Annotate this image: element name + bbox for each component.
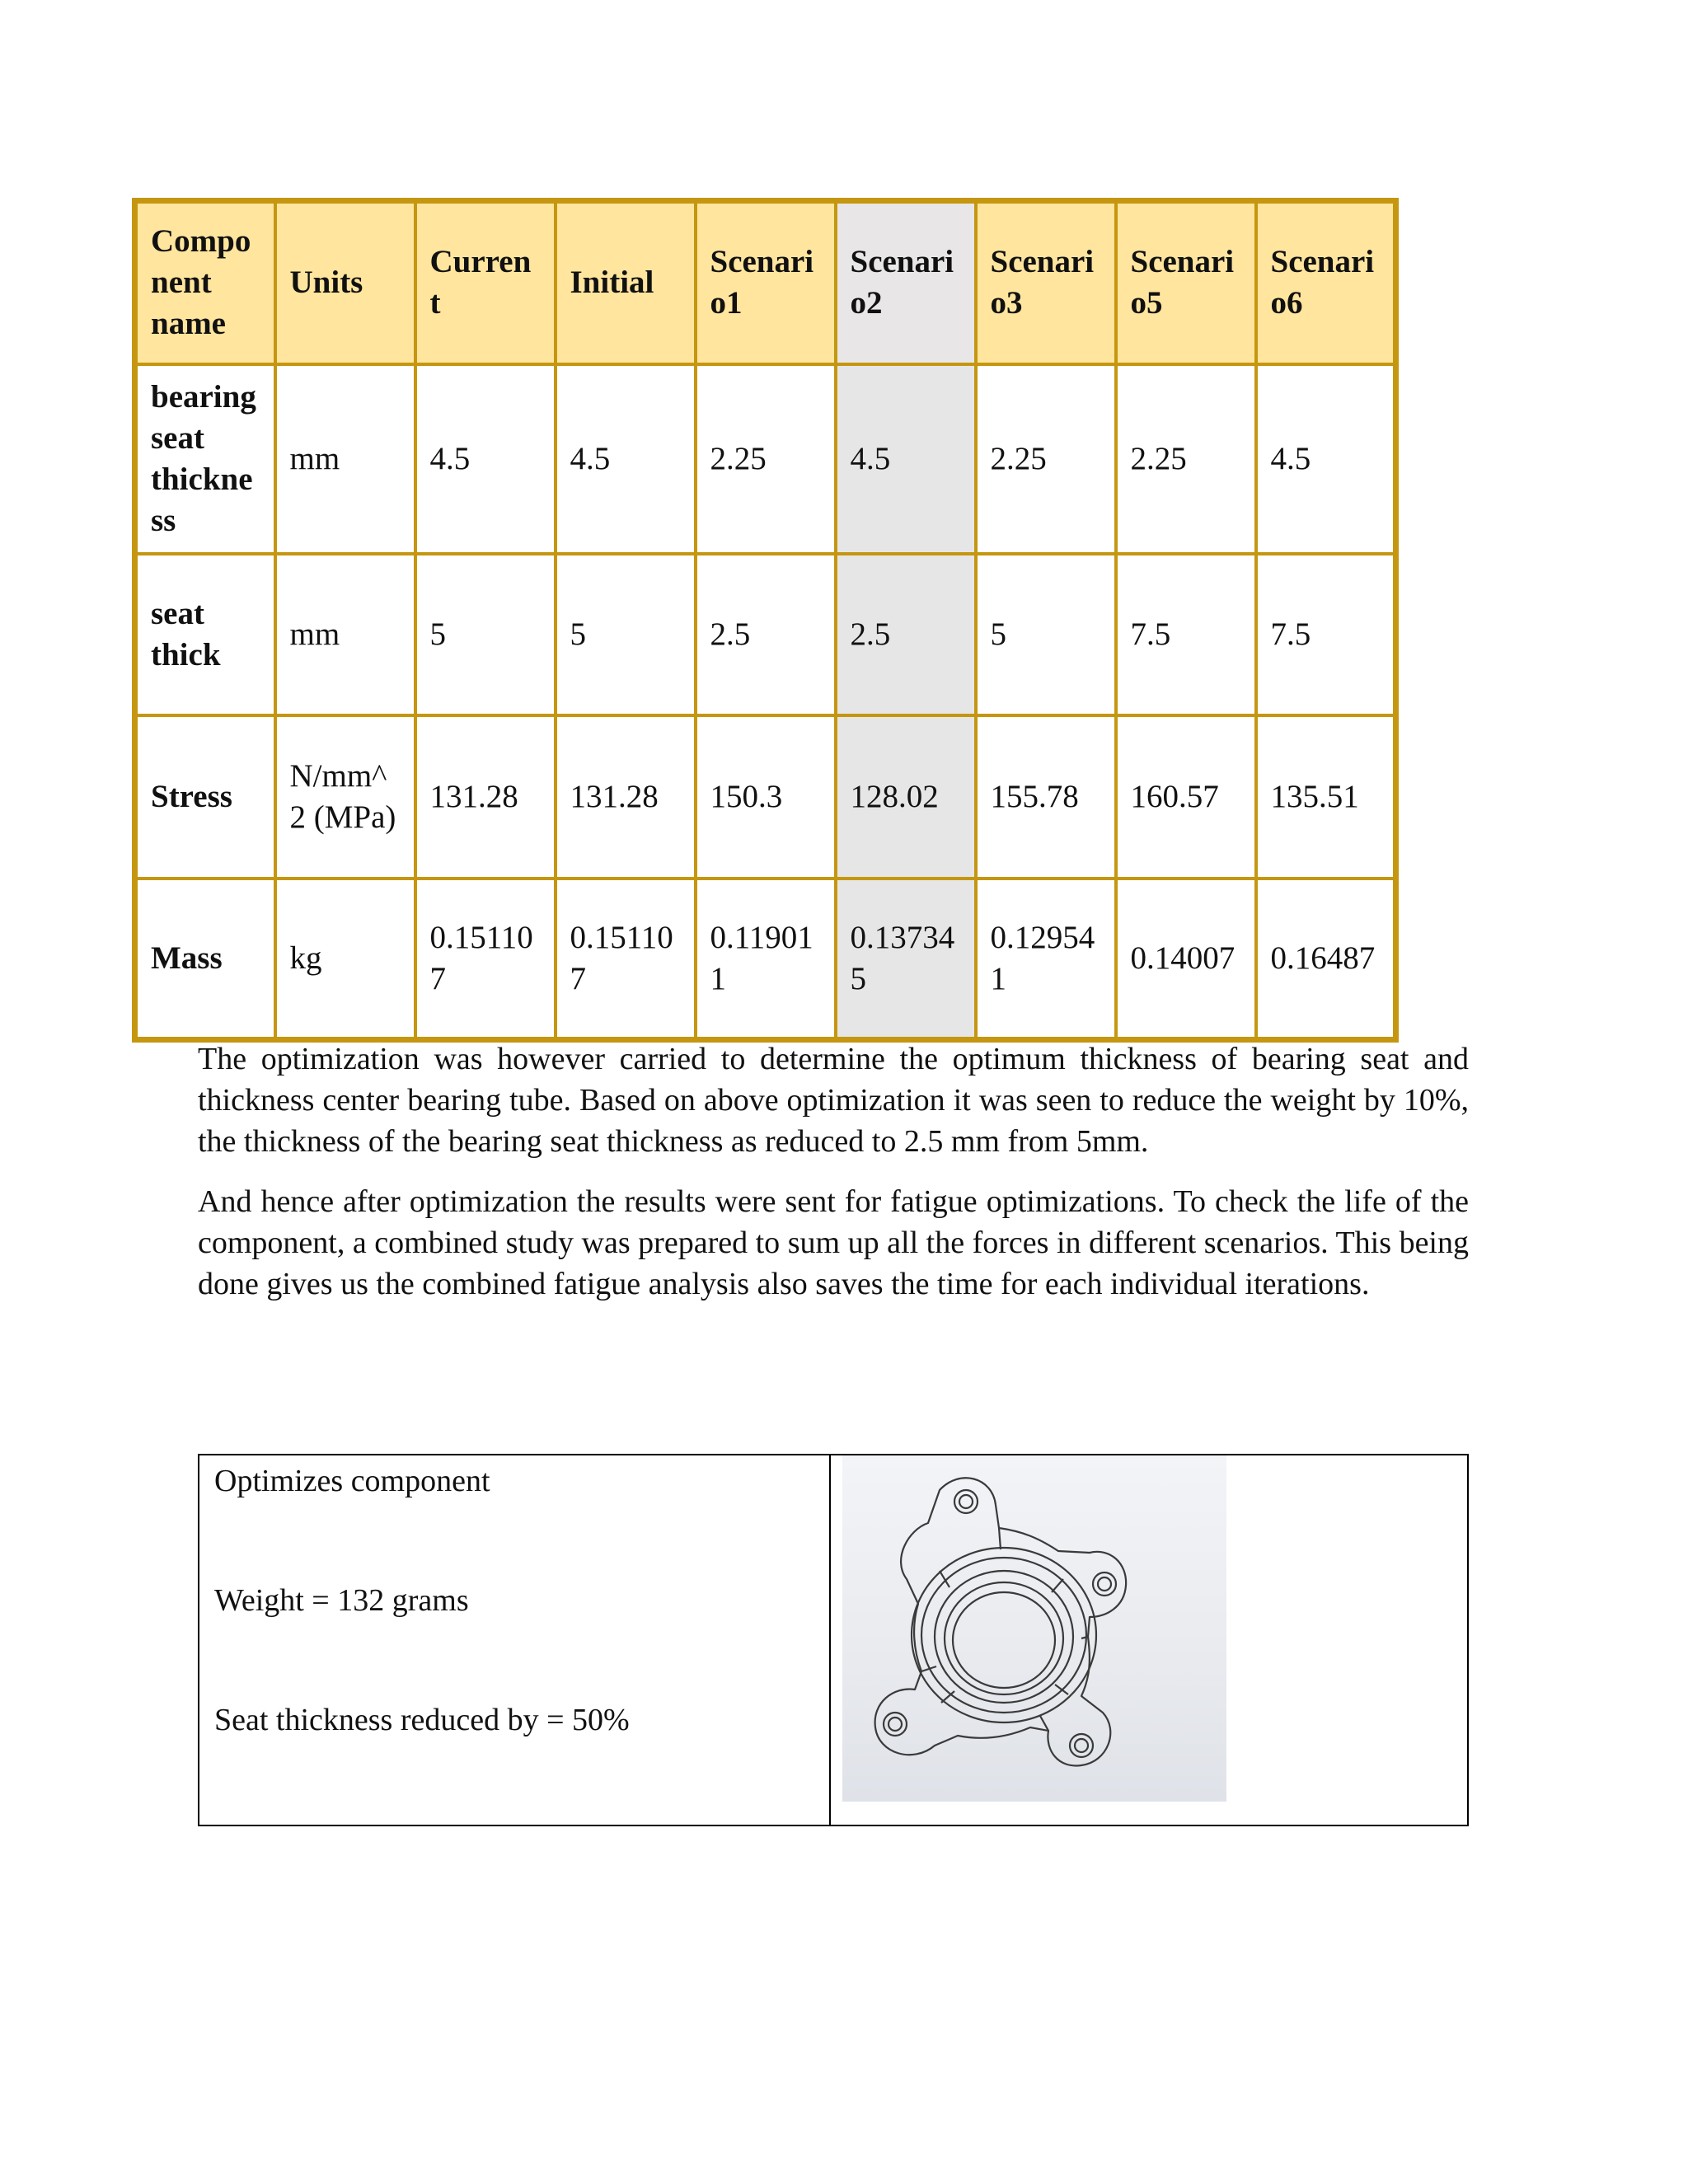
cell-scenario5: 7.5 <box>1116 554 1256 715</box>
cell-scenario6: 0.16487 <box>1256 879 1396 1040</box>
header-scenario5: Scenari o5 <box>1116 201 1256 364</box>
summary-title: Optimizes component <box>214 1464 490 1498</box>
cell-current: 131.28 <box>415 715 556 879</box>
table-row <box>135 879 1396 1040</box>
cell-current: 5 <box>415 554 556 715</box>
cell-scenario1: 0.11901 1 <box>696 879 836 1040</box>
summary-weight: Weight = 132 grams <box>214 1583 469 1618</box>
cell-scenario3: 5 <box>976 554 1116 715</box>
row-units: mm <box>275 364 415 554</box>
cell-scenario2: 0.13734 5 <box>836 879 976 1040</box>
summary-image-cell <box>831 1455 1467 1825</box>
cell-current: 0.15110 7 <box>415 879 556 1040</box>
header-units: Units <box>275 201 415 364</box>
bearing-flange-drawing <box>842 1455 1226 1802</box>
cell-scenario2: 128.02 <box>836 715 976 879</box>
row-name: Stress <box>135 715 275 879</box>
header-scenario6: Scenari o6 <box>1256 201 1396 364</box>
paragraph-fatigue: And hence after optimization the results were sent for fatigue optimizations. To check the life of the component, a combined study was prepared to sum up all the forces in different scenarios. This being done gives us the combined fatigue analysis also saves the time for each individual iterations. <box>198 1184 1469 1301</box>
header-current: Curren t <box>415 201 556 364</box>
header-scenario1: Scenari o1 <box>696 201 836 364</box>
cell-current: 4.5 <box>415 364 556 554</box>
cell-initial: 131.28 <box>556 715 696 879</box>
results-table <box>132 198 1399 1043</box>
row-units: mm <box>275 554 415 715</box>
table-row <box>135 364 1396 554</box>
header-scenario2: Scenari o2 <box>836 201 976 364</box>
cell-scenario3: 155.78 <box>976 715 1116 879</box>
cell-scenario1: 150.3 <box>696 715 836 879</box>
cell-scenario5: 2.25 <box>1116 364 1256 554</box>
cell-scenario6: 135.51 <box>1256 715 1396 879</box>
row-name: bearing seat thickne ss <box>135 364 275 554</box>
cell-scenario1: 2.5 <box>696 554 836 715</box>
cell-initial: 0.15110 7 <box>556 879 696 1040</box>
row-units: N/mm^ 2 (MPa) <box>275 715 415 879</box>
cell-scenario1: 2.25 <box>696 364 836 554</box>
table-row <box>135 554 1396 715</box>
cell-scenario5: 160.57 <box>1116 715 1256 879</box>
row-units: kg <box>275 879 415 1040</box>
cell-scenario3: 2.25 <box>976 364 1116 554</box>
row-name: Mass <box>135 879 275 1040</box>
cell-scenario2: 2.5 <box>836 554 976 715</box>
header-scenario3: Scenari o3 <box>976 201 1116 364</box>
component-render <box>842 1455 1226 1802</box>
table-header-row <box>135 201 1396 364</box>
summary-reduction: Seat thickness reduced by = 50% <box>214 1703 630 1737</box>
cell-scenario5: 0.14007 <box>1116 879 1256 1040</box>
cell-scenario6: 4.5 <box>1256 364 1396 554</box>
header-component-name: Compo nent name <box>135 201 275 364</box>
header-initial: Initial <box>556 201 696 364</box>
cell-scenario3: 0.12954 1 <box>976 879 1116 1040</box>
table-row <box>135 715 1396 879</box>
cell-scenario2: 4.5 <box>836 364 976 554</box>
summary-text <box>199 1455 831 1825</box>
paragraph-optimization: The optimization was however carried to determine the optimum thickness of bearing seat and thickness center bearing tube. Based on above optimization it was seen to reduce the weight by 10%, the thickness of the bearing seat thickness as reduced to 2.5 mm from 5mm. <box>198 1042 1469 1159</box>
cell-scenario6: 7.5 <box>1256 554 1396 715</box>
summary-box <box>198 1454 1469 1826</box>
cell-initial: 5 <box>556 554 696 715</box>
cell-initial: 4.5 <box>556 364 696 554</box>
row-name: seat thick <box>135 554 275 715</box>
